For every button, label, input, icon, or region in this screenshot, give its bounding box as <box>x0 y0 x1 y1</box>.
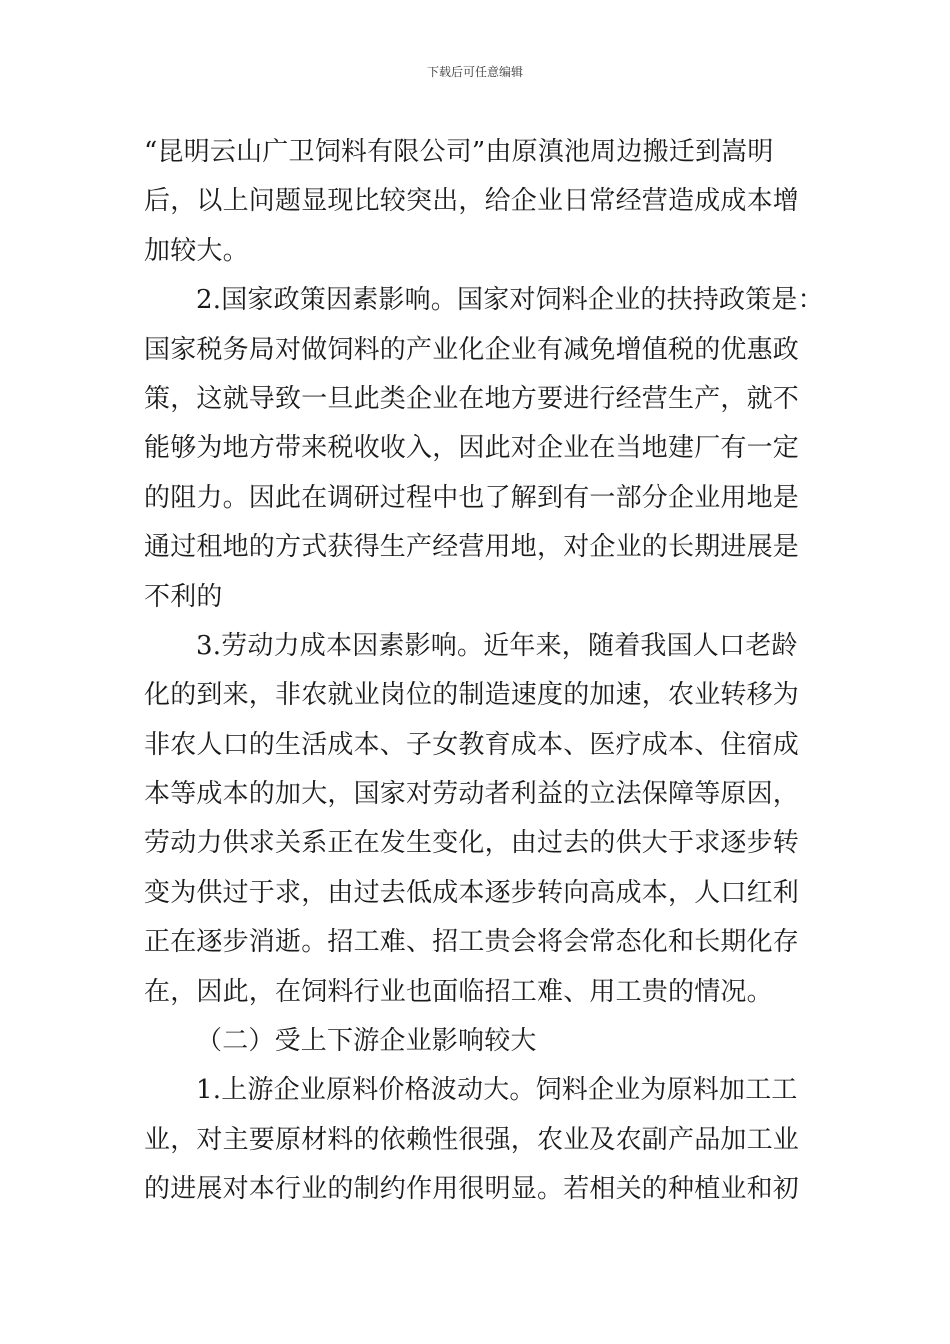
text-line: 本等成本的加大，国家对劳动者利益的立法保障等原因， <box>144 779 800 810</box>
text-line: 能够为地方带来税收收入，因此对企业在当地建厂有一定 <box>144 433 800 464</box>
text-line: 正在逐步消逝。招工难、招工贵会将会常态化和长期化存 <box>144 927 800 958</box>
document-body <box>144 128 824 1215</box>
text-line: 非农人口的生活成本、子女教育成本、医疗成本、住宿成 <box>144 729 800 760</box>
text-line: 后，以上问题显现比较突出，给企业日常经营造成成本增 <box>144 186 800 217</box>
text-line: 策，这就导致一旦此类企业在地方要进行经营生产，就不 <box>144 383 800 414</box>
page-header: 下载后可任意编辑 <box>426 65 523 79</box>
paragraph-start-line: 2.国家政策因素影响。国家对饲料企业的扶持政策是： <box>196 285 824 316</box>
text-line: 的进展对本行业的制约作用很明显。若相关的种植业和初 <box>144 1174 800 1205</box>
paragraph-start-line: 3.劳动力成本因素影响。近年来，随着我国人口老龄 <box>196 630 798 661</box>
text-line: 不利的 <box>144 581 223 612</box>
section-heading: （二）受上下游企业影响较大 <box>196 1026 537 1057</box>
text-line: 业，对主要原材料的依赖性很强，农业及农副产品加工业 <box>144 1124 800 1155</box>
text-line: 化的到来，非农就业岗位的制造速度的加速，农业转移为 <box>144 680 800 711</box>
text-line: “昆明云山广卫饲料有限公司”由原滇池周边搬迁到嵩明 <box>144 137 774 167</box>
text-line: 加较大。 <box>144 235 249 266</box>
text-line: 劳动力供求关系正在发生变化，由过去的供大于求逐步转 <box>144 828 800 859</box>
text-line: 在，因此，在饲料行业也面临招工难、用工贵的情况。 <box>144 976 773 1007</box>
text-line: 的阻力。因此在调研过程中也了解到有一部分企业用地是 <box>144 482 800 513</box>
paragraph-start-line: 1.上游企业原料价格波动大。饲料企业为原料加工工 <box>196 1075 798 1106</box>
text-line: 国家税务局对做饲料的产业化企业有减免增值税的优惠政 <box>144 334 800 365</box>
text-line: 通过租地的方式获得生产经营用地，对企业的长期进展是 <box>144 532 800 563</box>
text-line: 变为供过于求，由过去低成本逐步转向高成本，人口红利 <box>144 877 800 908</box>
